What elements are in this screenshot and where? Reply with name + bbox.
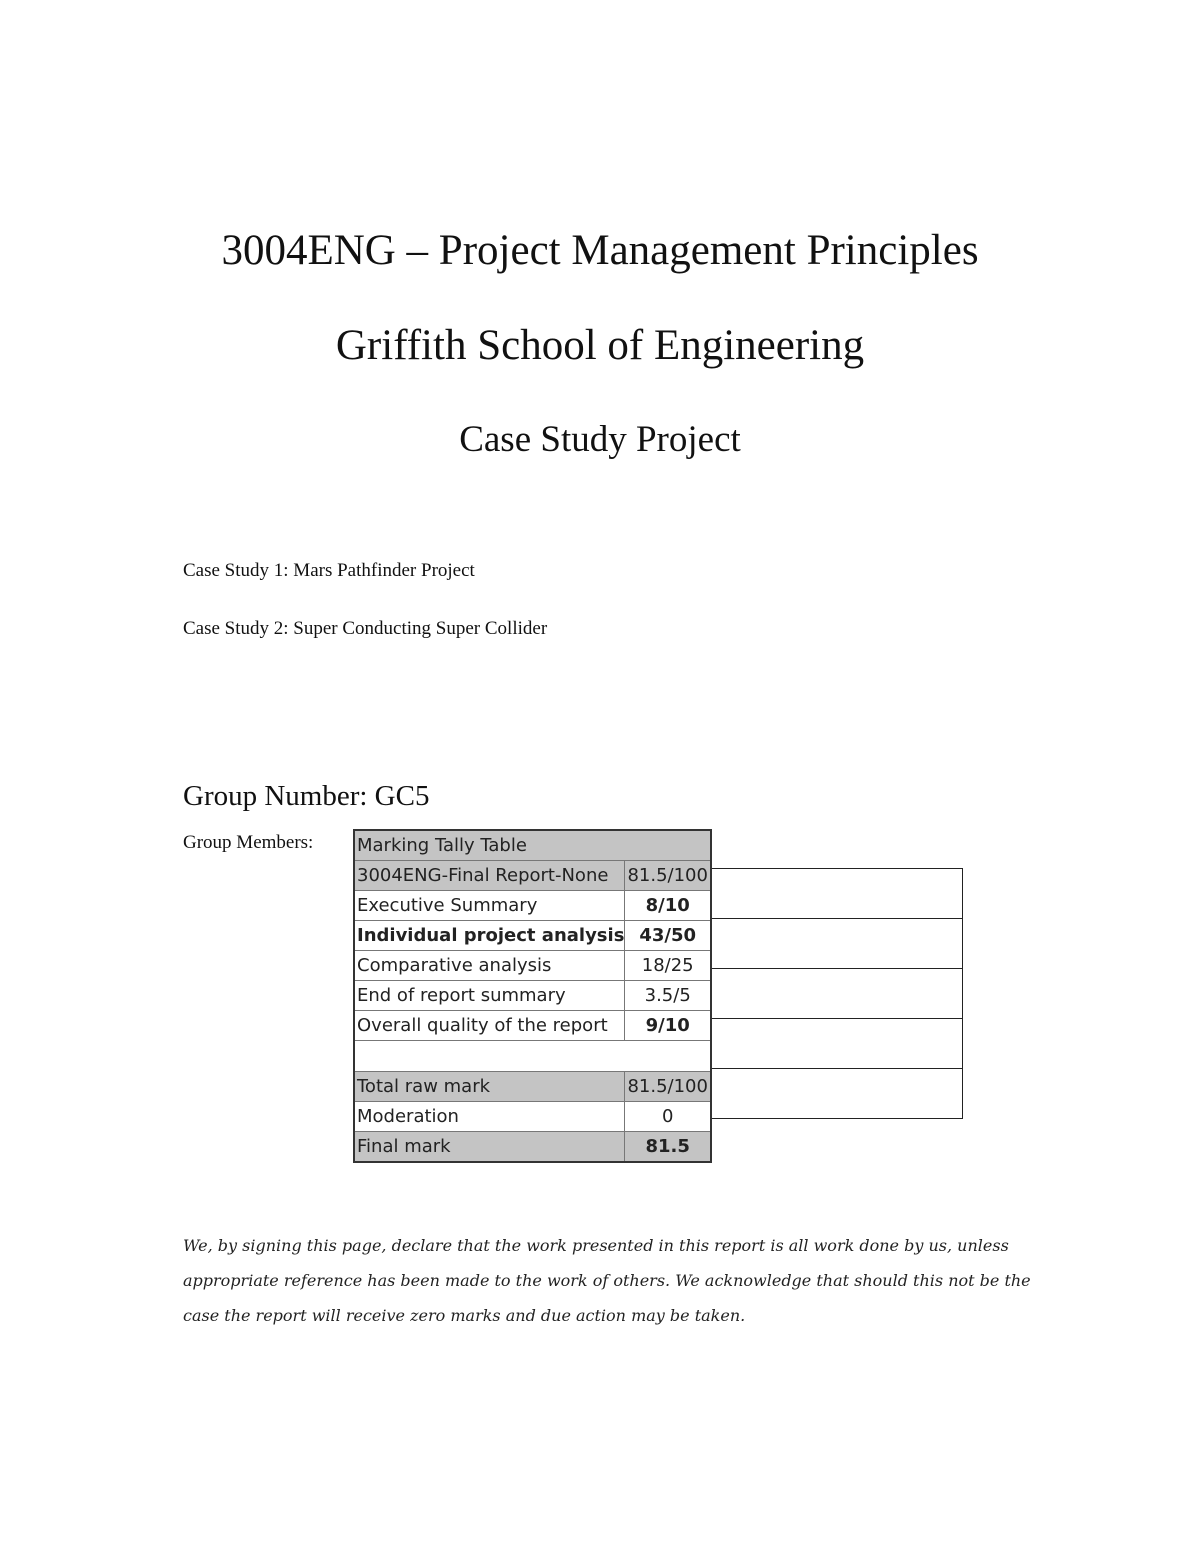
- signature-box: [712, 969, 962, 1019]
- case-study-1: Case Study 1: Mars Pathfinder Project: [183, 560, 475, 581]
- table-row-total: [354, 1072, 711, 1102]
- table-header-row: [354, 830, 711, 861]
- row-label: 3004ENG-Final Report-None: [354, 861, 625, 891]
- course-title: 3004ENG – Project Management Principles: [221, 227, 979, 274]
- row-label: End of report summary: [354, 981, 625, 1011]
- final-value: 81.5: [625, 1132, 711, 1163]
- table-row: [354, 861, 711, 891]
- blank-cell: [354, 1041, 711, 1072]
- final-label: Final mark: [354, 1132, 625, 1163]
- table-row: [354, 981, 711, 1011]
- table-blank-row: [354, 1041, 711, 1072]
- total-label: Total raw mark: [354, 1072, 625, 1102]
- school-name: Griffith School of Engineering: [335, 322, 865, 369]
- table-row: [354, 1011, 711, 1041]
- group-number: Group Number: GC5: [183, 780, 430, 812]
- signature-boxes: [712, 868, 963, 1119]
- marking-tally-table: [353, 829, 712, 1163]
- row-label: Overall quality of the report: [354, 1011, 625, 1041]
- signature-box: [712, 1069, 962, 1119]
- signature-box: [712, 1019, 962, 1069]
- case-study-2: Case Study 2: Super Conducting Super Collider: [183, 618, 548, 639]
- row-label: Executive Summary: [354, 891, 625, 921]
- group-members-label: Group Members:: [183, 832, 314, 853]
- table-row: [354, 891, 711, 921]
- moderation-label: Moderation: [354, 1102, 625, 1132]
- row-label: Individual project analysis: [354, 921, 625, 951]
- table-title: Marking Tally Table: [354, 830, 711, 861]
- row-label: Comparative analysis: [354, 951, 625, 981]
- row-value: 43/50: [625, 921, 711, 951]
- moderation-value: 0: [625, 1102, 711, 1132]
- row-value: 3.5/5: [625, 981, 711, 1011]
- table-row-final: [354, 1132, 711, 1163]
- signature-box: [712, 919, 962, 969]
- row-value: 81.5/100: [625, 861, 711, 891]
- table-row-moderation: [354, 1102, 711, 1132]
- row-value: 18/25: [625, 951, 711, 981]
- declaration-text: We, by signing this page, declare that the work presented in this report is all work done by us, unless appropriate reference has been made to the work of others. We acknowledge that should this not be the case the report will receive zero marks and due action may be taken.: [183, 1236, 1031, 1325]
- table-row: [354, 951, 711, 981]
- signature-box: [712, 869, 962, 919]
- row-value: 9/10: [625, 1011, 711, 1041]
- total-value: 81.5/100: [625, 1072, 711, 1102]
- row-value: 8/10: [625, 891, 711, 921]
- table-row: [354, 921, 711, 951]
- project-type: Case Study Project: [459, 419, 741, 460]
